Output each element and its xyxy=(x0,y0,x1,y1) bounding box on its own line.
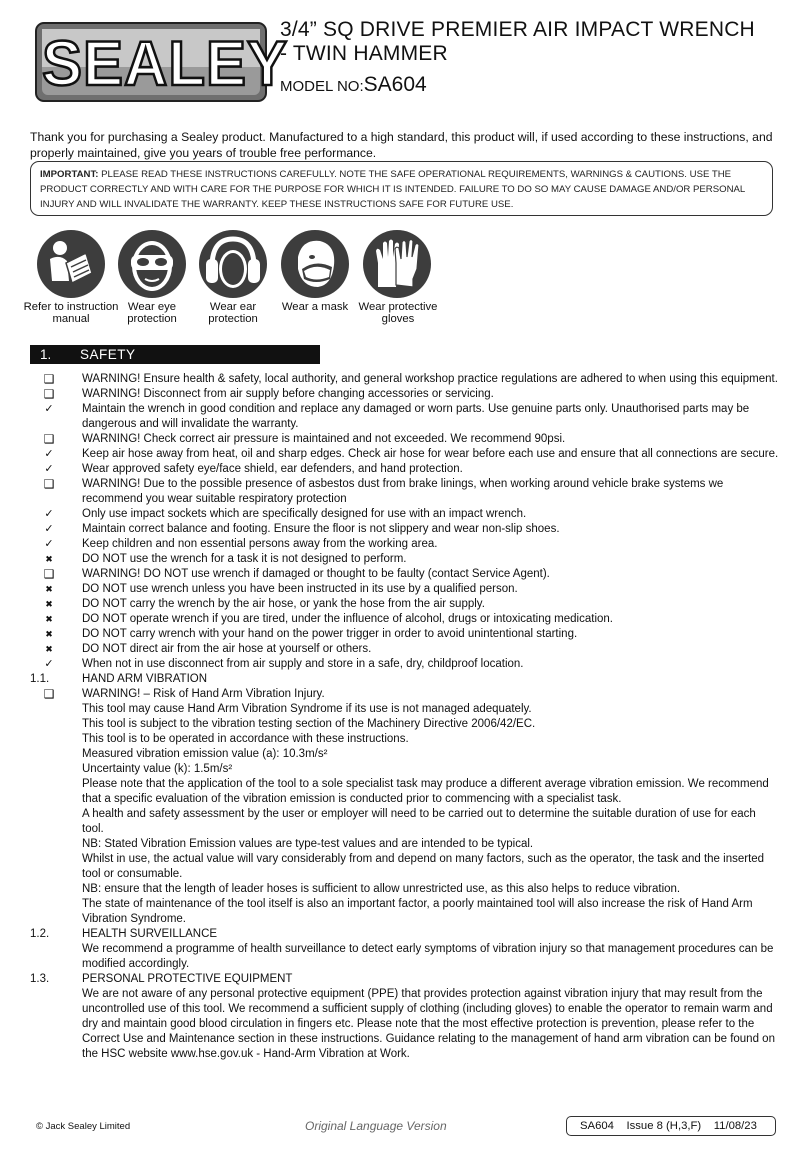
safety-item-text: When not in use disconnect from air supply and store in a safe, dry, childproof location. xyxy=(82,658,524,670)
vibration-line: Measured vibration emission value (a): 10.3m/s² xyxy=(82,748,328,760)
vibration-line: NB: ensure that the length of leader hoses is sufficient to allow unrestricted use, as this also helps to reduce vibration. xyxy=(82,883,681,895)
check-icon: ✓ xyxy=(44,448,54,460)
model-number xyxy=(280,73,427,97)
box-bullet-icon: ❑ xyxy=(43,432,55,446)
safety-item-text: DO NOT use the wrench for a task it is not designed to perform. xyxy=(82,553,407,565)
safety-item xyxy=(30,597,780,612)
vibration-line: Whilst in use, the actual value will vary considerably from and depend on many factors, such as the operator, the task and the inserted tool or consumable. xyxy=(82,853,765,880)
ear-protection-icon xyxy=(198,229,268,299)
subsection-number: 1.2. xyxy=(30,928,50,940)
vibration-line: Please note that the application of the tool to a sole specialist task may produce a different average vibration emission. We recommend that a specific evaluation of the vibration emission is conducted prior to commencing with a specialist task. xyxy=(82,778,769,805)
safety-item-text: WARNING! Ensure health & safety, local authority, and general workshop practice regulations are adhered to when using this equipment. xyxy=(82,373,778,385)
safety-item-text: DO NOT carry wrench with your hand on the power trigger in order to avoid unintentional starting. xyxy=(82,628,578,640)
vibration-lines xyxy=(30,702,780,927)
safety-item-text: Maintain correct balance and footing. Ensure the floor is not slippery and wear non-slip shoes. xyxy=(82,523,560,535)
icon-label-gloves: Wear protective gloves xyxy=(358,301,438,325)
safety-item-text: WARNING! DO NOT use wrench if damaged or thought to be faulty (contact Service Agent). xyxy=(82,568,550,580)
title-line-2: - TWIN HAMMER xyxy=(280,42,448,65)
vibration-line: This tool is to be operated in accordance with these instructions. xyxy=(82,733,409,745)
important-label: IMPORTANT: xyxy=(40,169,99,180)
safety-item-text: DO NOT operate wrench if you are tired, under the influence of alcohol, drugs or intoxicating medication. xyxy=(82,613,613,625)
box-bullet-icon: ❑ xyxy=(43,477,55,491)
page-title xyxy=(280,18,755,66)
important-notice xyxy=(30,161,773,216)
ppe-text: We are not aware of any personal protective equipment (PPE) that provides protection against vibration injury that may result from the uncontrolled use of this tool. We recommend a sufficient supply of clothing (including gloves) to enable the operator to remain warm and dry and maintain good blood circulation in fingers etc. Please note that the most effective protection is prevention, please refer to the Correct Use and Maintenance section in these instructions. Guidance relating to the management of hand arm vibration can be found on the HSC website www.hse.gov.uk - Hand-Arm Vibration at Work. xyxy=(82,988,775,1060)
footer-reference-text: SA604 Issue 8 (H,3,F) 11/08/23 xyxy=(580,1120,757,1132)
subsection-number: 1.3. xyxy=(30,973,50,985)
cross-icon: ✖ xyxy=(45,599,53,609)
vibration-line: A health and safety assessment by the user or employer will need to be carried out to determine the suitable duration of use for each tool. xyxy=(82,808,756,835)
model-value: SA604 xyxy=(363,73,427,96)
cross-icon: ✖ xyxy=(45,584,53,594)
icon-label-ear: Wear ear protection xyxy=(208,301,258,325)
safety-item-text: Wear approved safety eye/face shield, ear defenders, and hand protection. xyxy=(82,463,463,475)
vibration-warning xyxy=(30,687,780,702)
section-header-safety xyxy=(30,345,320,364)
safety-item-text: DO NOT carry the wrench by the air hose, or yank the hose from the air supply. xyxy=(82,598,485,610)
gloves-icon xyxy=(362,229,432,299)
safety-item-text: Only use impact sockets which are specifically designed for use with an impact wrench. xyxy=(82,508,527,520)
check-icon: ✓ xyxy=(44,463,54,475)
safety-item xyxy=(30,507,780,522)
safety-item xyxy=(30,372,780,387)
box-bullet-icon: ❑ xyxy=(43,687,55,701)
vibration-line: NB: Stated Vibration Emission values are type-test values and are intended to be typical. xyxy=(82,838,534,850)
safety-item-text: Keep children and non essential persons away from the working area. xyxy=(82,538,438,550)
check-icon: ✓ xyxy=(44,538,54,550)
important-text: PLEASE READ THESE INSTRUCTIONS CAREFULLY. NOTE THE SAFE OPERATIONAL REQUIREMENTS, WARNINGS & CAUTIONS. USE THE PRODUCT CORRECTLY AND WITH CARE FOR THE PURPOSE FOR WHICH IT IS INTENDED. FAILURE TO DO SO MAY CAUSE DAMAGE AND/OR PERSONAL INJURY AND WILL INVALIDATE THE WARRANTY. KEEP THESE INSTRUCTIONS SAFE FOR FUTURE USE. xyxy=(40,169,745,211)
vibration-line: The state of maintenance of the tool itself is also an important factor, a poorly maintained tool will also increase the risk of Hand Arm Vibration Syndrome. xyxy=(82,898,753,925)
icon-label-manual: Refer to instruction manual xyxy=(23,301,119,325)
footer-language: Original Language Version xyxy=(305,1119,447,1133)
safety-item-text: DO NOT use wrench unless you have been instructed in its use by a qualified person. xyxy=(82,583,518,595)
subsection-title: HAND ARM VIBRATION xyxy=(82,673,208,685)
safety-item xyxy=(30,642,780,657)
safety-item xyxy=(30,567,780,582)
section-title: SAFETY xyxy=(80,347,136,362)
logo-text: SEALEY xyxy=(42,28,289,99)
check-icon: ✓ xyxy=(44,658,54,670)
safety-item xyxy=(30,612,780,627)
subsection-1-2-heading xyxy=(30,927,780,942)
vibration-line: This tool may cause Hand Arm Vibration Syndrome if its use is not managed adequately. xyxy=(82,703,532,715)
safety-items-list xyxy=(30,372,780,672)
sealey-logo xyxy=(35,22,289,102)
mask-icon xyxy=(280,229,350,299)
vibration-line: This tool is subject to the vibration testing section of the Machinery Directive 2006/42/EC. xyxy=(82,718,536,730)
safety-item-text: Keep air hose away from heat, oil and sharp edges. Check air hose for wear before each use and ensure that all connections are secure. xyxy=(82,448,779,460)
box-bullet-icon: ❑ xyxy=(43,372,55,386)
health-surveillance-text: We recommend a programme of health surveillance to detect early symptoms of vibration injury so that management procedures can be modified accordingly. xyxy=(82,943,774,970)
safety-item xyxy=(30,387,780,402)
subsection-number: 1.1. xyxy=(30,673,50,685)
subsection-title: HEALTH SURVEILLANCE xyxy=(82,928,218,940)
safety-content xyxy=(30,372,780,1062)
safety-item xyxy=(30,582,780,597)
subsection-1-1-heading xyxy=(30,672,780,687)
safety-item xyxy=(30,657,780,672)
eye-protection-icon xyxy=(117,229,187,299)
cross-icon: ✖ xyxy=(45,614,53,624)
safety-item xyxy=(30,522,780,537)
intro-text: Thank you for purchasing a Sealey product. Manufactured to a high standard, this product will, if used according to these instructions, and properly maintained, give you years of trouble free performance. xyxy=(30,130,773,160)
section-number: 1. xyxy=(40,347,52,362)
cross-icon: ✖ xyxy=(45,629,53,639)
title-line-1: 3/4” SQ DRIVE PREMIER AIR IMPACT WRENCH xyxy=(280,18,755,41)
safety-item xyxy=(30,627,780,642)
safety-item-text: WARNING! Check correct air pressure is maintained and not exceeded. We recommend 90psi. xyxy=(82,433,566,445)
safety-item-text: WARNING! Due to the possible presence of asbestos dust from brake linings, when working around vehicle brake systems we recommend you wear suitable respiratory protection xyxy=(82,478,724,505)
safety-item xyxy=(30,432,780,447)
safety-item xyxy=(30,447,780,462)
box-bullet-icon: ❑ xyxy=(43,567,55,581)
vibration-warning-text: WARNING! – Risk of Hand Arm Vibration Injury. xyxy=(82,688,325,700)
safety-item-text: Maintain the wrench in good condition and replace any damaged or worn parts. Use genuine parts only. Unauthorised parts may be dangerous and will invalidate the warranty. xyxy=(82,403,750,430)
footer-copyright: © Jack Sealey Limited xyxy=(36,1121,131,1132)
safety-item-text: WARNING! Disconnect from air supply before changing accessories or servicing. xyxy=(82,388,494,400)
safety-item xyxy=(30,537,780,552)
cross-icon: ✖ xyxy=(45,554,53,564)
footer-reference xyxy=(566,1116,776,1136)
cross-icon: ✖ xyxy=(45,644,53,654)
check-icon: ✓ xyxy=(44,523,54,535)
refer-manual-icon xyxy=(36,229,106,299)
vibration-line: Uncertainty value (k): 1.5m/s² xyxy=(82,763,233,775)
safety-item xyxy=(30,552,780,567)
icon-label-mask: Wear a mask xyxy=(281,301,349,313)
safety-item xyxy=(30,402,780,432)
check-icon: ✓ xyxy=(44,403,54,415)
safety-item xyxy=(30,477,780,507)
model-label: MODEL NO: xyxy=(280,78,364,95)
icon-label-eye: Wear eye protection xyxy=(127,301,177,325)
box-bullet-icon: ❑ xyxy=(43,387,55,401)
subsection-title: PERSONAL PROTECTIVE EQUIPMENT xyxy=(82,973,293,985)
safety-item-text: DO NOT direct air from the air hose at yourself or others. xyxy=(82,643,372,655)
check-icon: ✓ xyxy=(44,508,54,520)
safety-item xyxy=(30,462,780,477)
subsection-1-3-heading xyxy=(30,972,780,987)
